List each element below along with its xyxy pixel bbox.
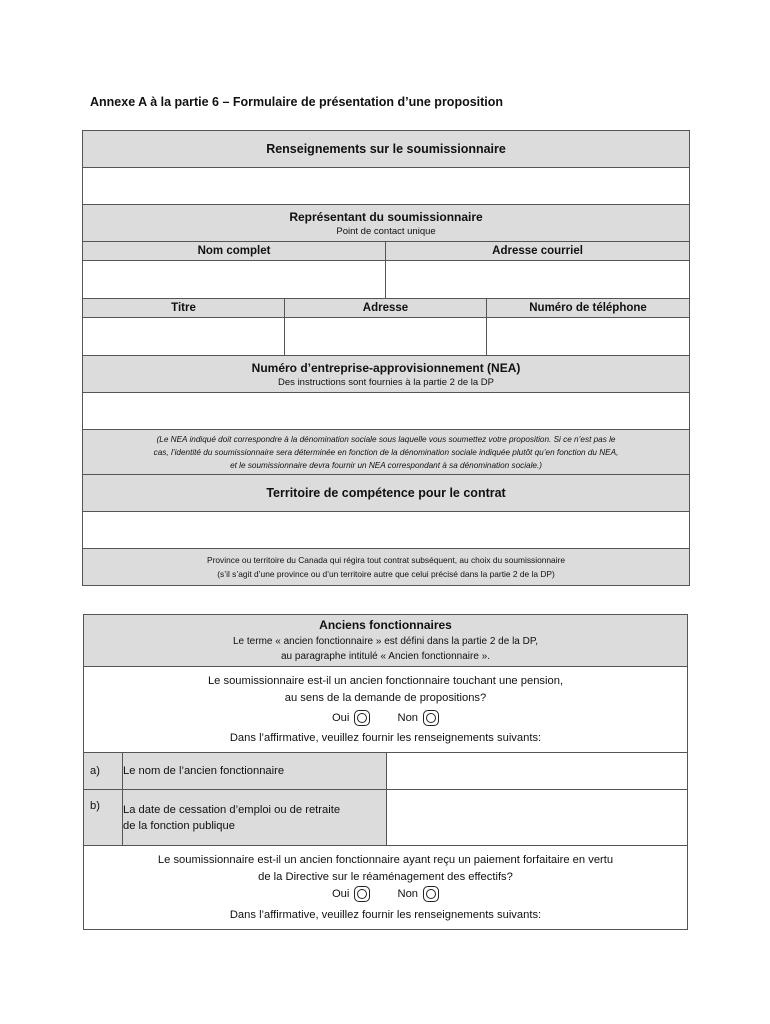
pension-options (84, 710, 687, 727)
former-servant-header-cell (84, 615, 688, 667)
pension-question-line-1: Le soumissionnaire est-il un ancien fonctionnaire touchant une pension, (207, 674, 564, 687)
pension-non-radio[interactable] (423, 710, 439, 726)
lump-sum-question-cell (84, 846, 688, 930)
item-a-letter: a) (84, 753, 123, 790)
pension-non-label: Non (397, 711, 419, 724)
page-title: Annexe A à la partie 6 – Formulaire de présentation d’une proposition (90, 95, 504, 109)
pension-question-line-2: au sens de la demande de propositions? (284, 691, 487, 704)
lump-sum-if-yes: Dans l’affirmative, veuillez fournir les renseignements suivants: (229, 908, 542, 921)
former-servant-sub-2: au paragraphe intitulé « Ancien fonctionnaire ». (280, 651, 491, 662)
pension-if-yes: Dans l’affirmative, veuillez fournir les renseignements suivants: (229, 731, 542, 744)
territory-field[interactable] (83, 512, 690, 549)
item-b-label-cell (123, 790, 387, 846)
territory-note (83, 549, 690, 586)
item-a-label: Le nom de l’ancien fonctionnaire (123, 753, 387, 790)
representative-subheader: Point de contact unique (336, 225, 436, 237)
bidder-name-field[interactable] (83, 168, 690, 205)
title-column-header: Titre (83, 299, 285, 318)
address-column-header: Adresse (285, 299, 487, 318)
nea-field[interactable] (83, 393, 690, 430)
territory-header: Territoire de compétence pour le contrat (83, 475, 690, 512)
phone-field[interactable] (487, 318, 690, 356)
pension-oui-label: Oui (331, 711, 350, 724)
nea-note-line-3: et le soumissionnaire devra fournir un NEA correspondant à sa dénomination sociale.) (230, 460, 542, 470)
lump-sum-options (84, 886, 687, 903)
representative-header-cell (83, 205, 690, 242)
termination-date-field[interactable] (387, 790, 688, 846)
former-public-servant-table (83, 614, 688, 930)
full-name-field[interactable] (83, 261, 386, 299)
item-b-letter: b) (84, 790, 123, 846)
email-column-header: Adresse courriel (386, 242, 690, 261)
nea-note-line-1: (Le NEA indiqué doit correspondre à la dénomination sociale sous laquelle vous soumettez votre proposition. Si ce n’est pas le (156, 434, 616, 444)
territory-note-line-2: (s’il s’agit d’une province ou d’un territoire autre que celui précisé dans la partie 2 de la DP) (217, 569, 555, 579)
lump-sum-oui-label: Oui (331, 887, 350, 900)
lump-sum-non-radio[interactable] (423, 886, 439, 902)
lump-sum-question-line-1: Le soumissionnaire est-il un ancien fonctionnaire ayant reçu un paiement forfaitaire en vertu (157, 853, 614, 866)
item-b-label-line-1: La date de cessation d’emploi ou de retraite (123, 803, 341, 816)
former-servant-name-field[interactable] (387, 753, 688, 790)
nea-header-cell (83, 356, 690, 393)
former-servant-sub-1: Le terme « ancien fonctionnaire » est défini dans la partie 2 de la DP, (233, 636, 539, 647)
item-b-label-line-2: de la fonction publique (123, 819, 235, 832)
phone-column-header: Numéro de téléphone (487, 299, 690, 318)
nea-note-line-2: cas, l’identité du soumissionnaire sera déterminée en fonction de la dénomination sociale indiquée plutôt qu’en fonction du NEA, (153, 447, 619, 457)
pension-oui-radio[interactable] (354, 710, 370, 726)
pension-question-cell (84, 667, 688, 753)
title-field[interactable] (83, 318, 285, 356)
nea-note (83, 430, 690, 475)
nea-header: Numéro d’entreprise-approvisionnement (NEA) (251, 360, 521, 375)
former-servant-header: Anciens fonctionnaires (319, 618, 452, 632)
lump-sum-oui-radio[interactable] (354, 886, 370, 902)
nea-subheader: Des instructions sont fournies à la partie 2 de la DP (278, 376, 495, 388)
representative-header: Représentant du soumissionnaire (289, 209, 483, 224)
lump-sum-question-line-2: de la Directive sur le réaménagement des effectifs? (258, 870, 513, 883)
email-field[interactable] (386, 261, 690, 299)
address-field[interactable] (285, 318, 487, 356)
territory-note-line-1: Province ou territoire du Canada qui régira tout contrat subséquent, au choix du soumissionnaire (207, 555, 566, 565)
lump-sum-non-label: Non (397, 887, 419, 900)
bidder-info-table (82, 130, 690, 586)
full-name-column-header: Nom complet (83, 242, 386, 261)
bidder-info-header: Renseignements sur le soumissionnaire (83, 131, 690, 168)
